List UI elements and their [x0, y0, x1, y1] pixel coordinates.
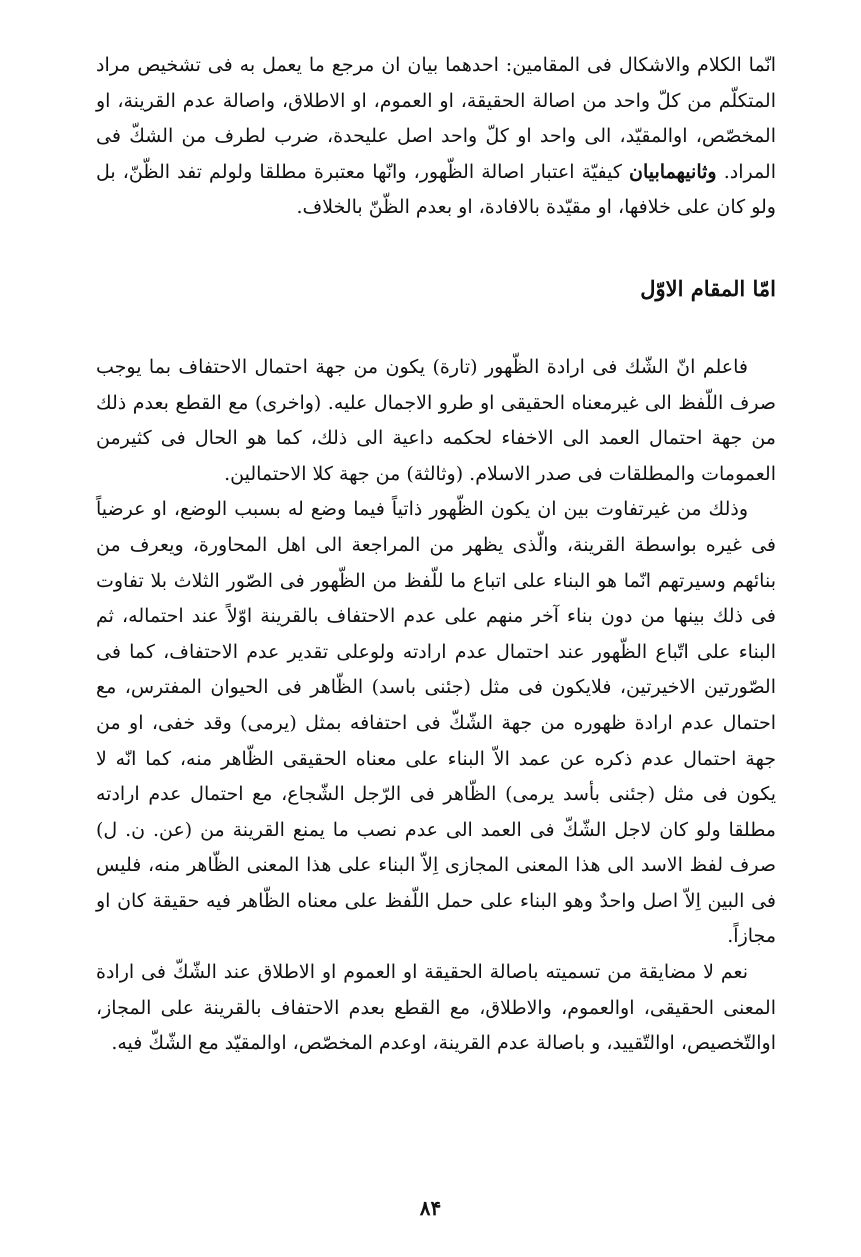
intro-text-part1: انّما الكلام والاشكال فى المقامين: احدهما بيان ان مرجع ما يعمل به فى تشخيص مراد المتكلّم من كلّ واحد من اصالة الحقيقة، او العموم، او الاطلاق، واصالة عدم القرينة، او المخصّص، اوالمقيّد، الى واحد او كلّ واحد اصل عليحدة، ضرب لطرف من الشكّ فى المراد.	[96, 54, 777, 183]
intro-paragraph	[96, 48, 776, 226]
section-heading: امّا المقام الاوّل	[640, 275, 776, 301]
page-number: ٨۴	[419, 1196, 442, 1220]
intro-bold-phrase: وثانيهمابيان	[629, 160, 717, 183]
document-page	[96, 40, 776, 1190]
paragraph-3: نعم لا مضايقة من تسميته باصالة الحقيقة او العموم او الاطلاق عند الشّكّ فى ارادة المعنى الحقيقى، اوالعموم، والاطلاق، مع القطع بعدم الاحتفاف بالقرينة على المجاز، اوالتّخصيص، اوالتّقييد، و باصالة عدم القرينة، اوعدم المخصّص، اوالمقيّد مع الشّكّ فيه.	[96, 961, 776, 1055]
paragraph-2: وذلك من غيرتفاوت بين ان يكون الظّهور ذاتياً فيما وضع له بسبب الوضع، او عرضياً فى غيره بواسطة القرينة، والّذى يظهر من المراجعة الى اهل المحاورة، ويعرف من بنائهم وسيرتهم انّما هو البناء على اتباع ما للّفظ من الظّهور فى الصّور الثلاث بلا تفاوت فى ذلك بينها من دون بناء آخر منهم على عدم الاحتفاف بالقرينة اوّلاً عند احتماله، ثم البناء على اتّباع الظّهور عند احتمال عدم ارادته ولوعلى تقدير عدم الاحتفاف، كما فى الصّورتين الاخيرتين، فلايكون فى مثل (جئنى باسد) الظّاهر فى الحيوان المفترس، مع احتمال عدم ارادة ظهوره من جهة الشّكّ فى احتفافه بمثل (يرمى) وقد خفى، او من جهة احتمال عدم ذكره عن عمد الاّ البناء على معناه الحقيقى الظّاهر منه، كما انّه لا يكون فى مثل (جئنى بأسد يرمى) الظّاهر فى الرّجل الشّجاع، مع احتمال عدم ارادته مطلقا ولو كان لاجل الشّكّ فى العمد الى عدم نصب ما يمنع القرينة من (عن. ن. ل) صرف لفظ الاسد الى هذا المعنى المجازى اِلاّ البناء على هذا المعنى الظّاهر منه، فليس فى البين اِلاّ اصل واحدٌ وهو البناء على حمل اللّفظ على معناه الظّاهر فيه حقيقة كان او مجازاً.	[96, 498, 776, 948]
intro-text-part2: كيفيّة اعتبار اصالة الظّهور، وانّها معتبرة مطلقا ولولم تفد الظّنّ، بل ولو كان على خلافها، او مقيّدة بالافادة، او بعدم الظّنّ بالخلاف.	[96, 160, 776, 219]
paragraph-1: فاعلم انّ الشّك فى ارادة الظّهور (تارة) يكون من جهة احتمال الاحتفاف بما يوجب صرف اللّفظ الى غيرمعناه الحقيقى او طرو الاجمال عليه. (واخرى) مع القطع بعدم ذلك من جهة احتمال العمد الى الاخفاء لحكمه داعية الى ذلك، كما هو الحال فى كثيرمن العمومات والمطلقات فى صدر الاسلام. (وثالثة) من جهة كلا الاحتمالين.	[96, 355, 776, 485]
